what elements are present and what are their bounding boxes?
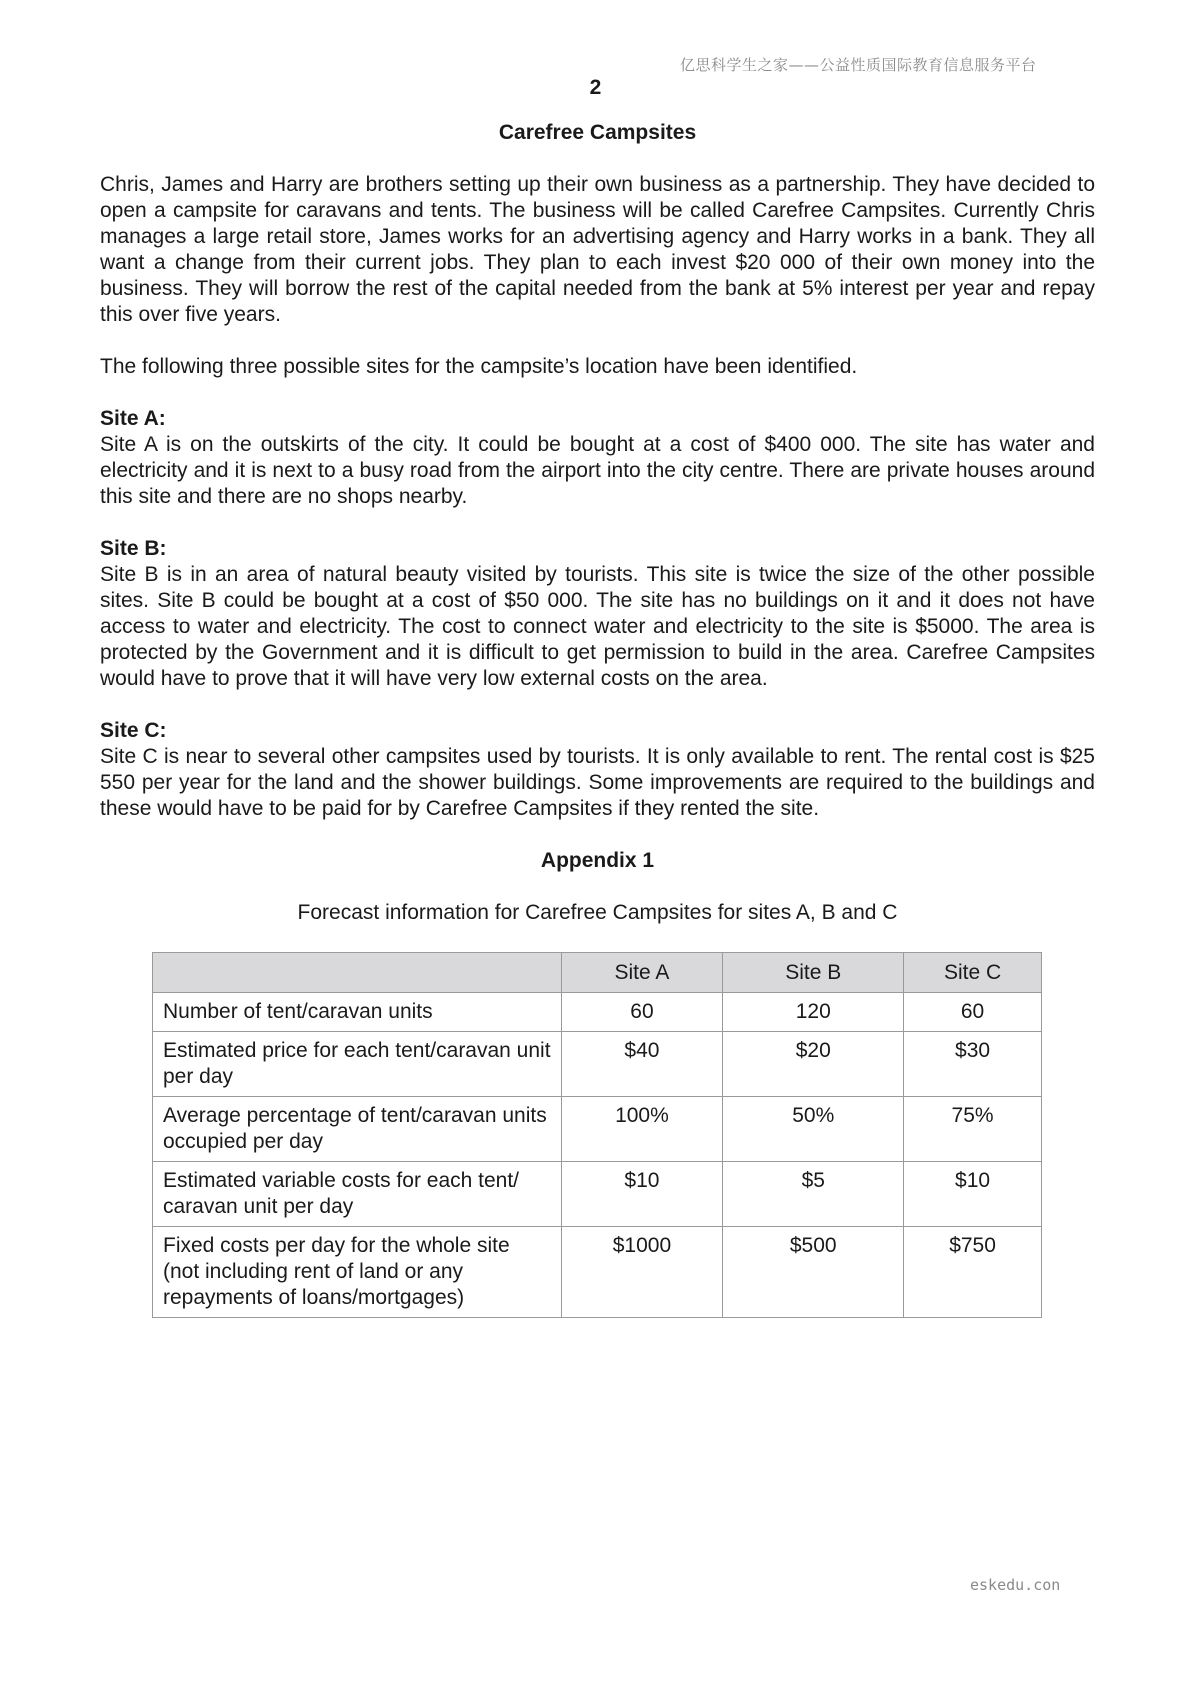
row-label: Fixed costs per day for the whole site (not including rent of land or any repayments of loans/mortgages)	[153, 1227, 562, 1318]
forecast-table	[152, 952, 1042, 1318]
column-header: Site B	[723, 953, 904, 993]
row-label: Estimated variable costs for each tent/ caravan unit per day	[153, 1162, 562, 1227]
row-label: Average percentage of tent/caravan units occupied per day	[153, 1097, 562, 1162]
document-body	[100, 120, 1095, 1318]
table-cell: $10	[904, 1162, 1042, 1227]
table-cell: 50%	[723, 1097, 904, 1162]
table-row	[153, 1032, 1042, 1097]
site-a-section	[100, 406, 1095, 510]
site-heading: Site B:	[100, 537, 167, 560]
table-cell: 60	[904, 993, 1042, 1032]
table-row	[153, 1162, 1042, 1227]
page-number: 2	[589, 76, 602, 99]
table-cell: $500	[723, 1227, 904, 1318]
table-row	[153, 993, 1042, 1032]
site-heading: Site A:	[100, 407, 166, 430]
table-caption: Forecast information for Carefree Campsites for sites A, B and C	[297, 901, 898, 924]
appendix-title: Appendix 1	[540, 849, 655, 872]
table-cell: $40	[561, 1032, 723, 1097]
site-description: Site B is in an area of natural beauty visited by tourists. This site is twice the size of the other possible sites. Site B could be bought at a cost of $50 000. The site has no buildings on it and it does not have access to water and electricity. The cost to connect water and electricity to the site is $5000. The area is protected by the Government and it is difficult to get permission to build in the area. Carefree Campsites would have to prove that it will have very low external costs on the area.	[100, 563, 1095, 690]
watermark-text: 亿思科学生之家——公益性质国际教育信息服务平台	[680, 56, 1037, 74]
column-header: Site A	[561, 953, 723, 993]
row-label: Number of tent/caravan units	[153, 993, 562, 1032]
table-cell: $5	[723, 1162, 904, 1227]
table-cell: 100%	[561, 1097, 723, 1162]
table-cell: $10	[561, 1162, 723, 1227]
column-header	[153, 953, 562, 993]
table-cell: $30	[904, 1032, 1042, 1097]
table-cell: 120	[723, 993, 904, 1032]
site-b-section	[100, 536, 1095, 692]
site-heading: Site C:	[100, 719, 167, 742]
document-title: Carefree Campsites	[498, 121, 697, 144]
table-cell: $20	[723, 1032, 904, 1097]
intro-paragraph: Chris, James and Harry are brothers setting up their own business as a partnership. They have decided to open a campsite for caravans and tents. The business will be called Carefree Campsites. Currently Chris manages a large retail store, James works for an advertising agency and Harry works in a bank. They all want a change from their current jobs. They plan to each invest $20 000 of their own money into the business. They will borrow the rest of the capital needed from the bank at 5% interest per year and repay this over five years.	[100, 173, 1095, 326]
table-cell: $1000	[561, 1227, 723, 1318]
table-row	[153, 1097, 1042, 1162]
column-header: Site C	[904, 953, 1042, 993]
site-c-section	[100, 718, 1095, 822]
table-cell: $750	[904, 1227, 1042, 1318]
table-cell: 75%	[904, 1097, 1042, 1162]
table-cell: 60	[561, 993, 723, 1032]
site-description: Site C is near to several other campsites used by tourists. It is only available to rent. The rental cost is $25 550 per year for the land and the shower buildings. Some improvements are required to the buildings and these would have to be paid for by Carefree Campsites if they rented the site.	[100, 745, 1095, 820]
row-label: Estimated price for each tent/caravan unit per day	[153, 1032, 562, 1097]
table-header-row	[153, 953, 1042, 993]
footer-watermark: eskedu.con	[970, 1576, 1061, 1594]
table-row	[153, 1227, 1042, 1318]
sites-intro-paragraph: The following three possible sites for the campsite’s location have been identified.	[100, 355, 858, 378]
site-description: Site A is on the outskirts of the city. It could be bought at a cost of $400 000. The site has water and electricity and it is next to a busy road from the airport into the city centre. There are private houses around this site and there are no shops nearby.	[100, 433, 1095, 508]
